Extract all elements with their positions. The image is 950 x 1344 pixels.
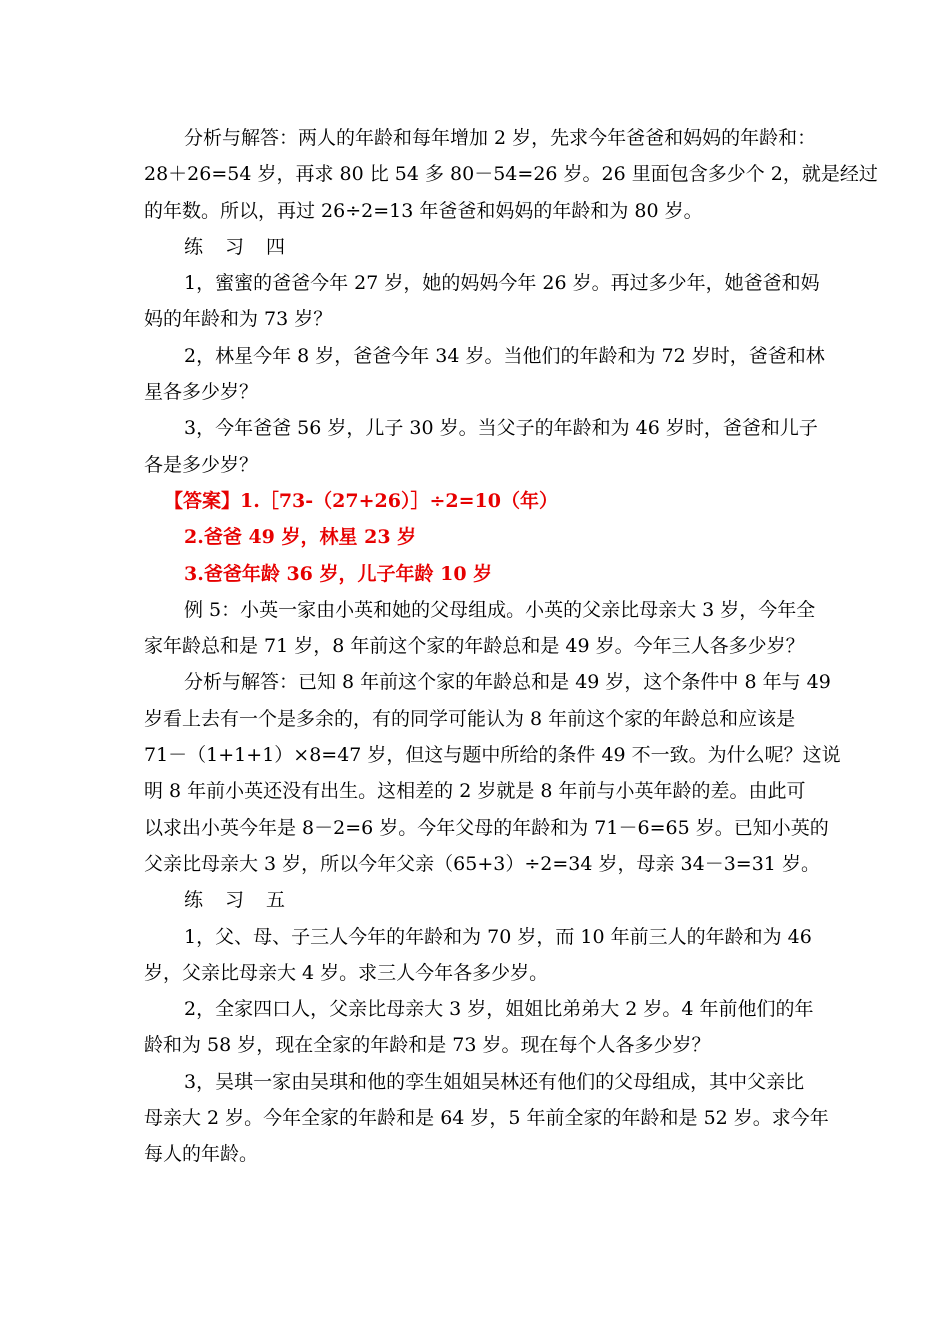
analysis5-line5: 以求出小英今年是 8－2=6 岁。今年父母的年龄和为 71－6=65 岁。已知小英的 [144,816,829,839]
answer4-line2: 2.爸爸 49 岁，林星 23 岁 [184,526,417,549]
exercise5-q2-line1: 2，全家四口人，父亲比母亲大 3 岁，姐姐比弟弟大 2 岁。4 年前他们的年 [184,998,814,1021]
analysis5-line4: 明 8 年前小英还没有出生。这相差的 2 岁就是 8 年前与小英年龄的差。由此可 [144,780,806,803]
analysis4-line3: 的年数。所以，再过 26÷2=13 年爸爸和妈妈的年龄和为 80 岁。 [144,199,703,222]
example5-line1: 例 5：小英一家由小英和她的父母组成。小英的父亲比母亲大 3 岁，今年全 [184,598,816,621]
exercise4-heading-char: 习 [225,235,245,258]
answer4-line3: 3.爸爸年龄 36 岁，儿子年龄 10 岁 [184,562,493,585]
exercise4-q3-line1: 3，今年爸爸 56 岁，儿子 30 岁。当父子的年龄和为 46 岁时，爸爸和儿子 [184,417,818,440]
answer4-line1: 【答案】1.［73-（27+26）］÷2=10（年） [164,489,558,512]
exercise4-q1-line1: 1，蜜蜜的爸爸今年 27 岁，她的妈妈今年 26 岁。再过多少年，她爸爸和妈 [184,272,820,295]
exercise4-q3-line2: 各是多少岁？ [144,453,259,476]
exercise5-q3-line3: 每人的年龄。 [144,1143,259,1166]
exercise4-q1-line2: 妈的年龄和为 73 岁？ [144,308,333,331]
exercise5-heading-char: 习 [225,889,245,912]
example5-line2: 家年龄总和是 71 岁，8 年前这个家的年龄总和是 49 岁。今年三人各多少岁？ [144,635,805,658]
analysis5-line2: 岁看上去有一个是多余的，有的同学可能认为 8 年前这个家的年龄总和应该是 [144,707,796,730]
exercise5-q3-line2: 母亲大 2 岁。今年全家的年龄和是 64 岁，5 年前全家的年龄和是 52 岁。求今年 [144,1107,829,1130]
exercise5-q2-line2: 龄和为 58 岁，现在全家的年龄和是 73 岁。现在每个人各多少岁？ [144,1034,711,1057]
exercise5-q1-line1: 1，父、母、子三人今年的年龄和为 70 岁，而 10 年前三人的年龄和为 46 [184,925,812,948]
analysis4-line2: 28＋26=54 岁，再求 80 比 54 多 80－54=26 岁。26 里面包含多少个 2，就是经过 [144,163,878,186]
exercise4-q2-line2: 星各多少岁？ [144,381,259,404]
document-page [144,120,878,1173]
analysis5-line1: 分析与解答：已知 8 年前这个家的年龄总和是 49 岁，这个条件中 8 年与 49 [184,671,831,694]
exercise5-heading [144,882,808,918]
exercise5-q3-line1: 3，吴琪一家由吴琪和他的孪生姐姐吴林还有他们的父母组成，其中父亲比 [184,1070,805,1093]
exercise5-heading-char: 练 [184,889,204,912]
exercise5-q1-line2: 岁，父亲比母亲大 4 岁。求三人今年各多少岁。 [144,961,549,984]
exercise5-heading-char: 五 [266,889,286,912]
exercise4-heading [144,229,808,265]
exercise4-heading-char: 四 [266,235,286,258]
exercise4-q2-line1: 2，林星今年 8 岁，爸爸今年 34 岁。当他们的年龄和为 72 岁时，爸爸和林 [184,344,825,367]
analysis5-line6: 父亲比母亲大 3 岁，所以今年父亲（65+3）÷2=34 岁，母亲 34－3=31 岁。 [144,852,820,875]
analysis4-line1: 分析与解答：两人的年龄和每年增加 2 岁，先求今年爸爸和妈妈的年龄和： [184,127,817,149]
analysis5-line3: 71－（1+1+1）×8=47 岁，但这与题中所给的条件 49 不一致。为什么呢？这说 [144,744,841,767]
exercise4-heading-char: 练 [184,235,204,258]
